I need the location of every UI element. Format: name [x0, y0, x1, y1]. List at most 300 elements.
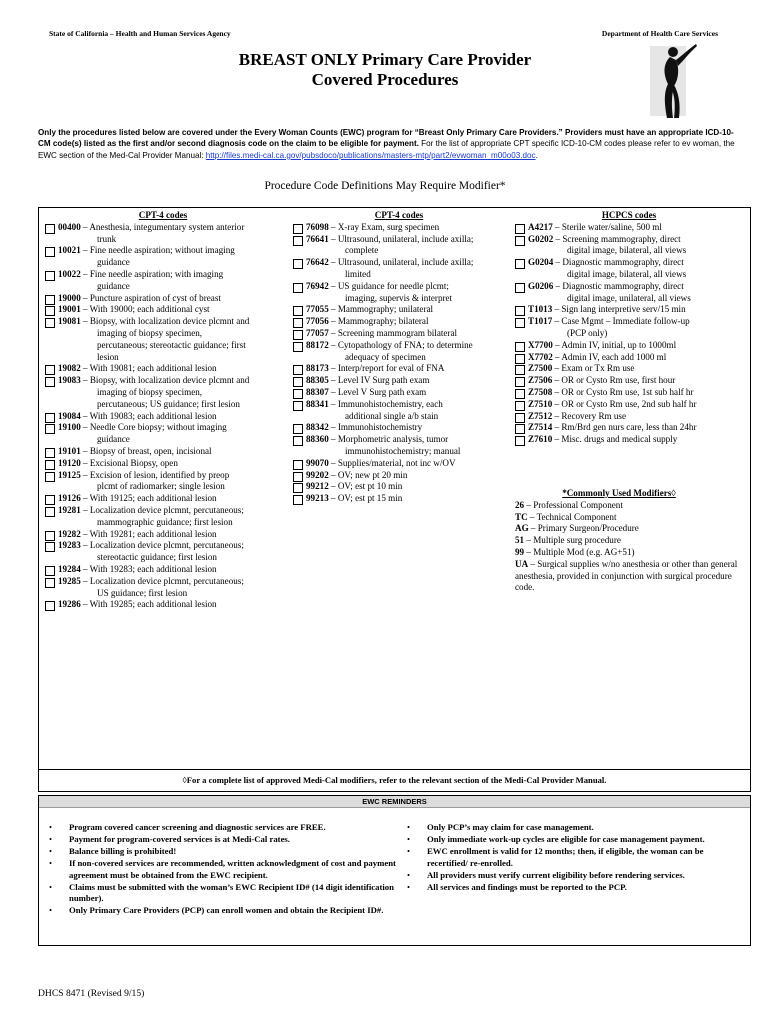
procedure-item — [43, 470, 283, 494]
checkbox[interactable] — [293, 401, 303, 411]
procedure-line — [528, 399, 745, 411]
procedure-line — [528, 352, 745, 364]
procedure-code: 99212 — [306, 481, 329, 492]
procedure-description: – OR or Cysto Rm use, first hour — [552, 375, 676, 386]
procedure-description: – Exam or Tx Rm use — [552, 363, 635, 374]
procedure-code: T1017 — [528, 316, 553, 327]
procedure-description: – Sign lang interpretive serv/15 min — [552, 304, 686, 315]
procedure-item — [513, 352, 745, 364]
agency-name: State of California – Health and Human Services Agency — [49, 29, 231, 38]
procedure-description: – Excisional Biopsy, open — [80, 457, 178, 468]
procedure-description-continued: stereotactic guidance; first lesion — [97, 552, 217, 563]
checkbox[interactable] — [515, 377, 525, 387]
checkbox[interactable] — [293, 472, 303, 482]
procedure-line — [58, 505, 283, 517]
procedure-item — [513, 222, 745, 234]
checkbox[interactable] — [45, 460, 55, 470]
procedure-line — [306, 257, 507, 269]
procedure-description-continued: imaging of biopsy specimen, — [97, 327, 203, 338]
procedure-code: 19284 — [58, 563, 81, 574]
procedure-item — [43, 564, 283, 576]
procedure-line — [528, 304, 745, 316]
title-line-1: BREAST ONLY Primary Care Provider — [238, 50, 532, 69]
procedure-line — [528, 257, 745, 269]
checkbox[interactable] — [515, 342, 525, 352]
form-number: DHCS 8471 (Revised 9/15) — [38, 988, 145, 999]
procedure-line — [306, 470, 507, 482]
modifier-description: – Surgical supplies w/no anesthesia or other than general anesthesia, provided in conjunction with surgical procedure code. — [515, 558, 738, 593]
checkbox[interactable] — [45, 495, 55, 505]
procedure-item — [43, 458, 283, 470]
checkbox[interactable] — [45, 601, 55, 611]
procedure-line — [528, 375, 745, 387]
modifier-description: – Multiple Mod (e.g. AG+51) — [524, 546, 635, 557]
procedure-code: 19083 — [58, 375, 81, 386]
procedure-item — [291, 340, 507, 364]
procedure-line — [528, 234, 745, 246]
checkbox[interactable] — [293, 389, 303, 399]
procedure-description: – Level V Surg path exam — [328, 386, 427, 397]
procedure-description: – With 19083; each additional lesion — [80, 410, 217, 421]
procedure-line — [306, 422, 507, 434]
reminder-item: • Payment for program-covered services is at Medi-Cal rates. — [49, 834, 399, 846]
procedure-code: 19286 — [58, 599, 81, 610]
procedure-code: 77056 — [306, 316, 329, 327]
checkbox[interactable] — [515, 283, 525, 293]
procedure-line — [58, 458, 283, 470]
procedure-code: 99202 — [306, 469, 329, 480]
procedure-code: 19084 — [58, 410, 81, 421]
procedure-description-continued: additional single a/b stain — [345, 410, 439, 421]
procedure-item — [43, 422, 283, 446]
ewc-reminders-box — [38, 795, 751, 946]
checkbox[interactable] — [515, 236, 525, 246]
modifier-description: – Professional Component — [524, 499, 623, 510]
procedure-description: – OR or Cysto Rm use, 1st sub half hr — [552, 386, 694, 397]
modifier-item — [513, 512, 745, 524]
procedure-line — [306, 375, 507, 387]
checkbox[interactable] — [45, 306, 55, 316]
procedure-line — [58, 411, 283, 423]
modifier-code: 99 — [515, 546, 525, 557]
procedure-line — [528, 422, 745, 434]
procedure-item — [43, 505, 283, 529]
checkbox[interactable] — [45, 531, 55, 541]
procedure-description-continued: imaging, supervis & interpret — [345, 292, 453, 303]
procedure-line — [58, 375, 283, 387]
intro-paragraph — [38, 127, 738, 161]
modifier-description: – Multiple surg procedure — [524, 535, 621, 546]
procedure-line — [528, 363, 745, 375]
procedure-description: – Biopsy of breast, open, incisional — [80, 445, 212, 456]
reminder-item: • If non-covered services are recommended, written acknowledgment of cost and payment agreement must be obtained from the EWC recipient. — [49, 858, 399, 882]
checkbox[interactable] — [515, 436, 525, 446]
procedure-code: 00400 — [58, 221, 81, 232]
checkbox[interactable] — [293, 259, 303, 269]
procedure-line — [528, 434, 745, 446]
checkbox[interactable] — [45, 472, 55, 482]
procedure-description: – Admin IV, initial, up to 1000ml — [552, 339, 677, 350]
checkbox[interactable] — [45, 424, 55, 434]
modifier-item — [513, 523, 745, 535]
procedure-code: 76641 — [306, 233, 329, 244]
checkbox[interactable] — [515, 424, 525, 434]
checkbox[interactable] — [293, 495, 303, 505]
procedure-description-continued: (PCP only) — [567, 327, 608, 338]
procedure-line — [58, 564, 283, 576]
reminder-item: • Only Primary Care Providers (PCP) can enroll women and obtain the Recipient ID#. — [49, 905, 399, 917]
procedure-code: G0202 — [528, 233, 554, 244]
checkbox[interactable] — [45, 413, 55, 423]
procedure-line — [306, 340, 507, 352]
procedure-description-continued: digital image, bilateral, all views — [567, 245, 687, 256]
checkbox[interactable] — [293, 224, 303, 234]
procedure-description-continued: guidance — [97, 280, 130, 291]
reminders-right-list — [407, 822, 742, 893]
procedure-description: – OR or Cysto Rm use, 2nd sub half hr — [552, 398, 697, 409]
procedure-code: 76098 — [306, 221, 329, 232]
procedure-line — [58, 540, 283, 552]
procedure-item — [291, 434, 507, 458]
checkbox[interactable] — [293, 236, 303, 246]
procedure-line — [58, 470, 283, 482]
checkbox[interactable] — [45, 271, 55, 281]
procedure-item — [43, 375, 283, 410]
procedure-item — [513, 399, 745, 411]
procedure-item — [291, 257, 507, 281]
modifier-code: AG — [515, 523, 529, 534]
modifier-code: TC — [515, 511, 528, 522]
reminder-item: • All services and findings must be reported to the PCP. — [407, 882, 742, 894]
checkbox[interactable] — [45, 566, 55, 576]
procedure-code: 99213 — [306, 493, 329, 504]
procedure-description: – Mammography; bilateral — [328, 316, 429, 327]
procedure-item — [43, 540, 283, 564]
procedure-line — [58, 576, 283, 588]
procedure-item — [43, 411, 283, 423]
checkbox[interactable] — [293, 318, 303, 328]
procedure-line — [528, 387, 745, 399]
procedure-item — [291, 493, 507, 505]
procedure-description: – Cytopathology of FNA; to determine — [328, 339, 473, 350]
procedure-item — [43, 245, 283, 269]
checkbox[interactable] — [45, 295, 55, 305]
checkbox[interactable] — [293, 460, 303, 470]
checkbox[interactable] — [293, 377, 303, 387]
procedure-description: – Morphometric analysis, tumor — [328, 434, 449, 445]
checkbox[interactable] — [45, 448, 55, 458]
checkbox[interactable] — [515, 259, 525, 269]
procedure-line — [58, 304, 283, 316]
procedure-item — [291, 328, 507, 340]
procedure-item — [43, 529, 283, 541]
procedure-code: Z7506 — [528, 375, 553, 386]
intro-bold-text: Only the procedures listed below are covered under the Every Woman Counts (EWC) program for “Breast Only Primary Care Providers.” Providers must have an appropriate ICD-10-CM code(s) listed as the first and/or second diagnosis code on the claim to be eligible for payment. — [38, 128, 734, 149]
modifiers-heading: *Commonly Used Modifiers◊ — [562, 487, 676, 498]
procedure-item — [513, 281, 745, 305]
procedure-description: – Biopsy, with localization device plcmnt and — [80, 316, 250, 327]
procedure-item — [513, 304, 745, 316]
procedure-code: Z7514 — [528, 422, 553, 433]
checkbox[interactable] — [45, 365, 55, 375]
procedure-description: – Localization device plcmnt, percutaneous; — [80, 575, 244, 586]
procedure-description: – Biopsy, with localization device plcmnt and — [80, 375, 250, 386]
procedure-description: – Immunohistochemistry — [328, 422, 423, 433]
checkbox[interactable] — [293, 330, 303, 340]
procedure-description: – OV; new pt 20 min — [328, 469, 408, 480]
procedure-description-continued: digital image, unilateral, all views — [567, 292, 691, 303]
procedure-line — [306, 234, 507, 246]
checkbox[interactable] — [515, 306, 525, 316]
modifier-item — [513, 547, 745, 559]
procedure-code: 19000 — [58, 292, 81, 303]
procedure-description: – Fine needle aspiration; with imaging — [80, 268, 224, 279]
procedure-description: – Diagnostic mammography, direct — [553, 257, 684, 268]
procedure-line — [528, 411, 745, 423]
modifier-code: 26 — [515, 499, 525, 510]
procedure-description: – Supplies/material, not inc w/OV — [328, 457, 456, 468]
checkbox[interactable] — [515, 224, 525, 234]
procedure-description: – Misc. drugs and medical supply — [552, 434, 678, 445]
procedure-code: 88305 — [306, 375, 329, 386]
procedure-code: 88307 — [306, 386, 329, 397]
procedure-description: – US guidance for needle plcmt; — [328, 280, 449, 291]
procedure-description-continued: US guidance; first lesion — [97, 587, 188, 598]
procedure-description: – X-ray Exam, surg specimen — [328, 221, 440, 232]
checkbox[interactable] — [293, 283, 303, 293]
procedure-code: 19283 — [58, 540, 81, 551]
procedure-line — [58, 293, 283, 305]
procedure-description: – Needle Core biopsy; without imaging — [80, 422, 227, 433]
procedure-code: A4217 — [528, 221, 553, 232]
procedure-code: 19082 — [58, 363, 81, 374]
procedure-description-continued: guidance — [97, 434, 130, 445]
procedure-description: – Fine needle aspiration; without imaging — [80, 245, 235, 256]
checkbox[interactable] — [293, 483, 303, 493]
cpt-column-1 — [43, 210, 283, 611]
procedure-description: – OV; est pt 15 min — [328, 493, 403, 504]
procedure-description: – Level IV Surg path exam — [328, 375, 430, 386]
procedure-description: – Mammography; unilateral — [328, 304, 434, 315]
ewc-reminders-heading: EWC REMINDERS — [39, 796, 750, 808]
cpt-column-2 — [291, 210, 507, 505]
procedure-line — [58, 493, 283, 505]
procedure-line — [58, 316, 283, 328]
procedure-description: – Excision of lesion, identified by preop — [80, 469, 230, 480]
procedure-item — [513, 316, 745, 340]
procedure-line — [306, 481, 507, 493]
procedure-code: X7700 — [528, 339, 553, 350]
checkbox[interactable] — [45, 247, 55, 257]
column-heading: HCPCS codes — [601, 210, 657, 220]
manual-link[interactable]: http://files.medi-cal.ca.gov/pubsdoco/publications/masters-mtp/part2/evwoman_m00o03.doc — [205, 150, 536, 160]
reminder-item: • Program covered cancer screening and diagnostic services are FREE. — [49, 822, 399, 834]
procedure-code: T1013 — [528, 304, 553, 315]
checkbox[interactable] — [515, 365, 525, 375]
procedure-code: 10021 — [58, 245, 81, 256]
reminder-item: • Only PCP’s may claim for case management. — [407, 822, 742, 834]
procedure-code: 19001 — [58, 304, 81, 315]
checkbox[interactable] — [293, 342, 303, 352]
procedure-item — [291, 363, 507, 375]
procedure-code: Z7610 — [528, 434, 553, 445]
procedure-line — [306, 222, 507, 234]
procedure-description: – Admin IV, each add 1000 ml — [552, 351, 667, 362]
procedure-item — [513, 411, 745, 423]
column-heading: CPT-4 codes — [138, 210, 188, 220]
checkbox[interactable] — [45, 377, 55, 387]
procedure-item — [43, 293, 283, 305]
procedure-description: – Localization device plcmnt, percutaneous; — [80, 540, 244, 551]
procedure-description: – Screening mammography, direct — [553, 233, 681, 244]
checkbox[interactable] — [293, 365, 303, 375]
procedure-line — [306, 316, 507, 328]
procedure-description-continued: digital image, bilateral, all views — [567, 268, 687, 279]
modifier-item — [513, 559, 745, 594]
checkbox[interactable] — [293, 306, 303, 316]
procedure-description: – Recovery Rm use — [552, 410, 627, 421]
checkbox[interactable] — [45, 578, 55, 588]
procedure-line — [306, 387, 507, 399]
procedure-description-continued: imaging of biopsy specimen, — [97, 386, 203, 397]
procedure-code: 88341 — [306, 398, 329, 409]
procedure-code: 19125 — [58, 469, 81, 480]
procedure-line — [58, 363, 283, 375]
checkbox[interactable] — [293, 436, 303, 446]
procedure-description: – OV; est pt 10 min — [328, 481, 403, 492]
procedure-description-continued: immunohistochemistry; manual — [345, 445, 461, 456]
checkbox[interactable] — [515, 354, 525, 364]
procedure-code: 88172 — [306, 339, 329, 350]
procedure-line — [306, 493, 507, 505]
procedure-item — [513, 387, 745, 399]
procedure-item — [513, 422, 745, 434]
section-subtitle: Procedure Code Definitions May Require Modifier* — [264, 180, 506, 192]
checkbox[interactable] — [515, 389, 525, 399]
modifier-note: ◊For a complete list of approved Medi-Cal modifiers, refer to the relevant section of the Medi-Cal Provider Manual. — [38, 769, 751, 792]
procedure-description: – Localization device plcmnt, percutaneous; — [80, 504, 244, 515]
procedure-line — [306, 281, 507, 293]
procedure-description: – With 19125; each additional lesion — [80, 493, 217, 504]
reminder-item: • Claims must be submitted with the woman’s EWC Recipient ID# (14 digit identification number). — [49, 882, 399, 906]
procedure-line — [58, 245, 283, 257]
procedure-code: 88173 — [306, 363, 329, 374]
procedure-description: – With 19000; each additional cyst — [80, 304, 210, 315]
procedure-code: 19120 — [58, 457, 81, 468]
procedure-codes-table — [38, 207, 751, 770]
reminder-item: • Balance billing is prohibited! — [49, 846, 399, 858]
hcpcs-column — [513, 210, 745, 594]
reminder-item: • All providers must verify current eligibility before rendering services. — [407, 870, 742, 882]
checkbox[interactable] — [45, 542, 55, 552]
checkbox[interactable] — [293, 424, 303, 434]
procedure-line — [58, 422, 283, 434]
procedure-description: – With 19081; each additional lesion — [80, 363, 217, 374]
procedure-item — [43, 446, 283, 458]
procedure-description: – Case Mgmt – Immediate follow-up — [552, 316, 690, 327]
procedure-line — [528, 281, 745, 293]
reminder-item: • EWC enrollment is valid for 12 months; then, if eligible, the woman can be recertified/ re-enrolled. — [407, 846, 742, 870]
procedure-item — [291, 304, 507, 316]
procedure-item — [43, 316, 283, 363]
modifier-item — [513, 535, 745, 547]
column-heading: CPT-4 codes — [374, 210, 424, 220]
department-name: Department of Health Care Services — [601, 29, 718, 38]
procedure-description: – With 19285; each additional lesion — [80, 599, 217, 610]
procedure-item — [291, 481, 507, 493]
procedure-code: X7702 — [528, 351, 553, 362]
procedure-description: – With 19283; each additional lesion — [80, 563, 217, 574]
modifier-description: – Technical Component — [527, 511, 617, 522]
procedure-code: 19081 — [58, 316, 81, 327]
procedure-code: 76942 — [306, 280, 329, 291]
procedure-code: 19126 — [58, 493, 81, 504]
procedure-line — [306, 399, 507, 411]
procedure-code: 76642 — [306, 257, 329, 268]
procedure-code: Z7500 — [528, 363, 553, 374]
procedure-item — [291, 234, 507, 258]
procedure-code: 19285 — [58, 575, 81, 586]
procedure-line — [58, 446, 283, 458]
procedure-item — [513, 234, 745, 258]
checkbox[interactable] — [515, 318, 525, 328]
procedure-item — [291, 422, 507, 434]
procedure-code: 77055 — [306, 304, 329, 315]
procedure-description-continued: plcmt of radiomarker; single lesion — [97, 481, 225, 492]
procedure-description-continued: limited — [345, 268, 371, 279]
procedure-item — [43, 363, 283, 375]
procedure-description-continued: lesion — [97, 351, 119, 362]
procedure-item — [291, 316, 507, 328]
procedure-item — [43, 493, 283, 505]
procedure-line — [306, 304, 507, 316]
procedure-item — [513, 375, 745, 387]
procedure-item — [43, 222, 283, 246]
procedure-description-continued: adequacy of specimen — [345, 351, 426, 362]
procedure-description: – Ultrasound, unilateral, include axilla; — [328, 233, 474, 244]
checkbox[interactable] — [45, 507, 55, 517]
procedure-item — [291, 470, 507, 482]
procedure-line — [58, 529, 283, 541]
procedure-code: 19101 — [58, 445, 81, 456]
procedure-line — [306, 434, 507, 446]
procedure-description: – With 19281; each additional lesion — [80, 528, 217, 539]
procedure-description: – Puncture aspiration of cyst of breast — [80, 292, 221, 303]
procedure-code: 88360 — [306, 434, 329, 445]
intro-end: . — [535, 150, 538, 160]
procedure-code: 19281 — [58, 504, 81, 515]
checkbox[interactable] — [45, 224, 55, 234]
procedure-description-continued: percutaneous; US guidance; first lesion — [97, 398, 240, 409]
procedure-item — [291, 387, 507, 399]
checkbox[interactable] — [515, 401, 525, 411]
procedure-code: Z7508 — [528, 386, 553, 397]
procedure-line — [306, 458, 507, 470]
checkbox[interactable] — [515, 413, 525, 423]
procedure-description: – Diagnostic mammography, direct — [553, 280, 684, 291]
procedure-description-continued: trunk — [97, 233, 117, 244]
procedure-description-continued: complete — [345, 245, 379, 256]
procedure-code: 88342 — [306, 422, 329, 433]
procedure-code: Z7510 — [528, 398, 553, 409]
procedure-description-continued: guidance — [97, 257, 130, 268]
procedure-code: 99070 — [306, 457, 329, 468]
procedure-item — [291, 281, 507, 305]
procedure-item — [43, 576, 283, 600]
procedure-code: Z7512 — [528, 410, 553, 421]
checkbox[interactable] — [45, 318, 55, 328]
procedure-line — [306, 363, 507, 375]
